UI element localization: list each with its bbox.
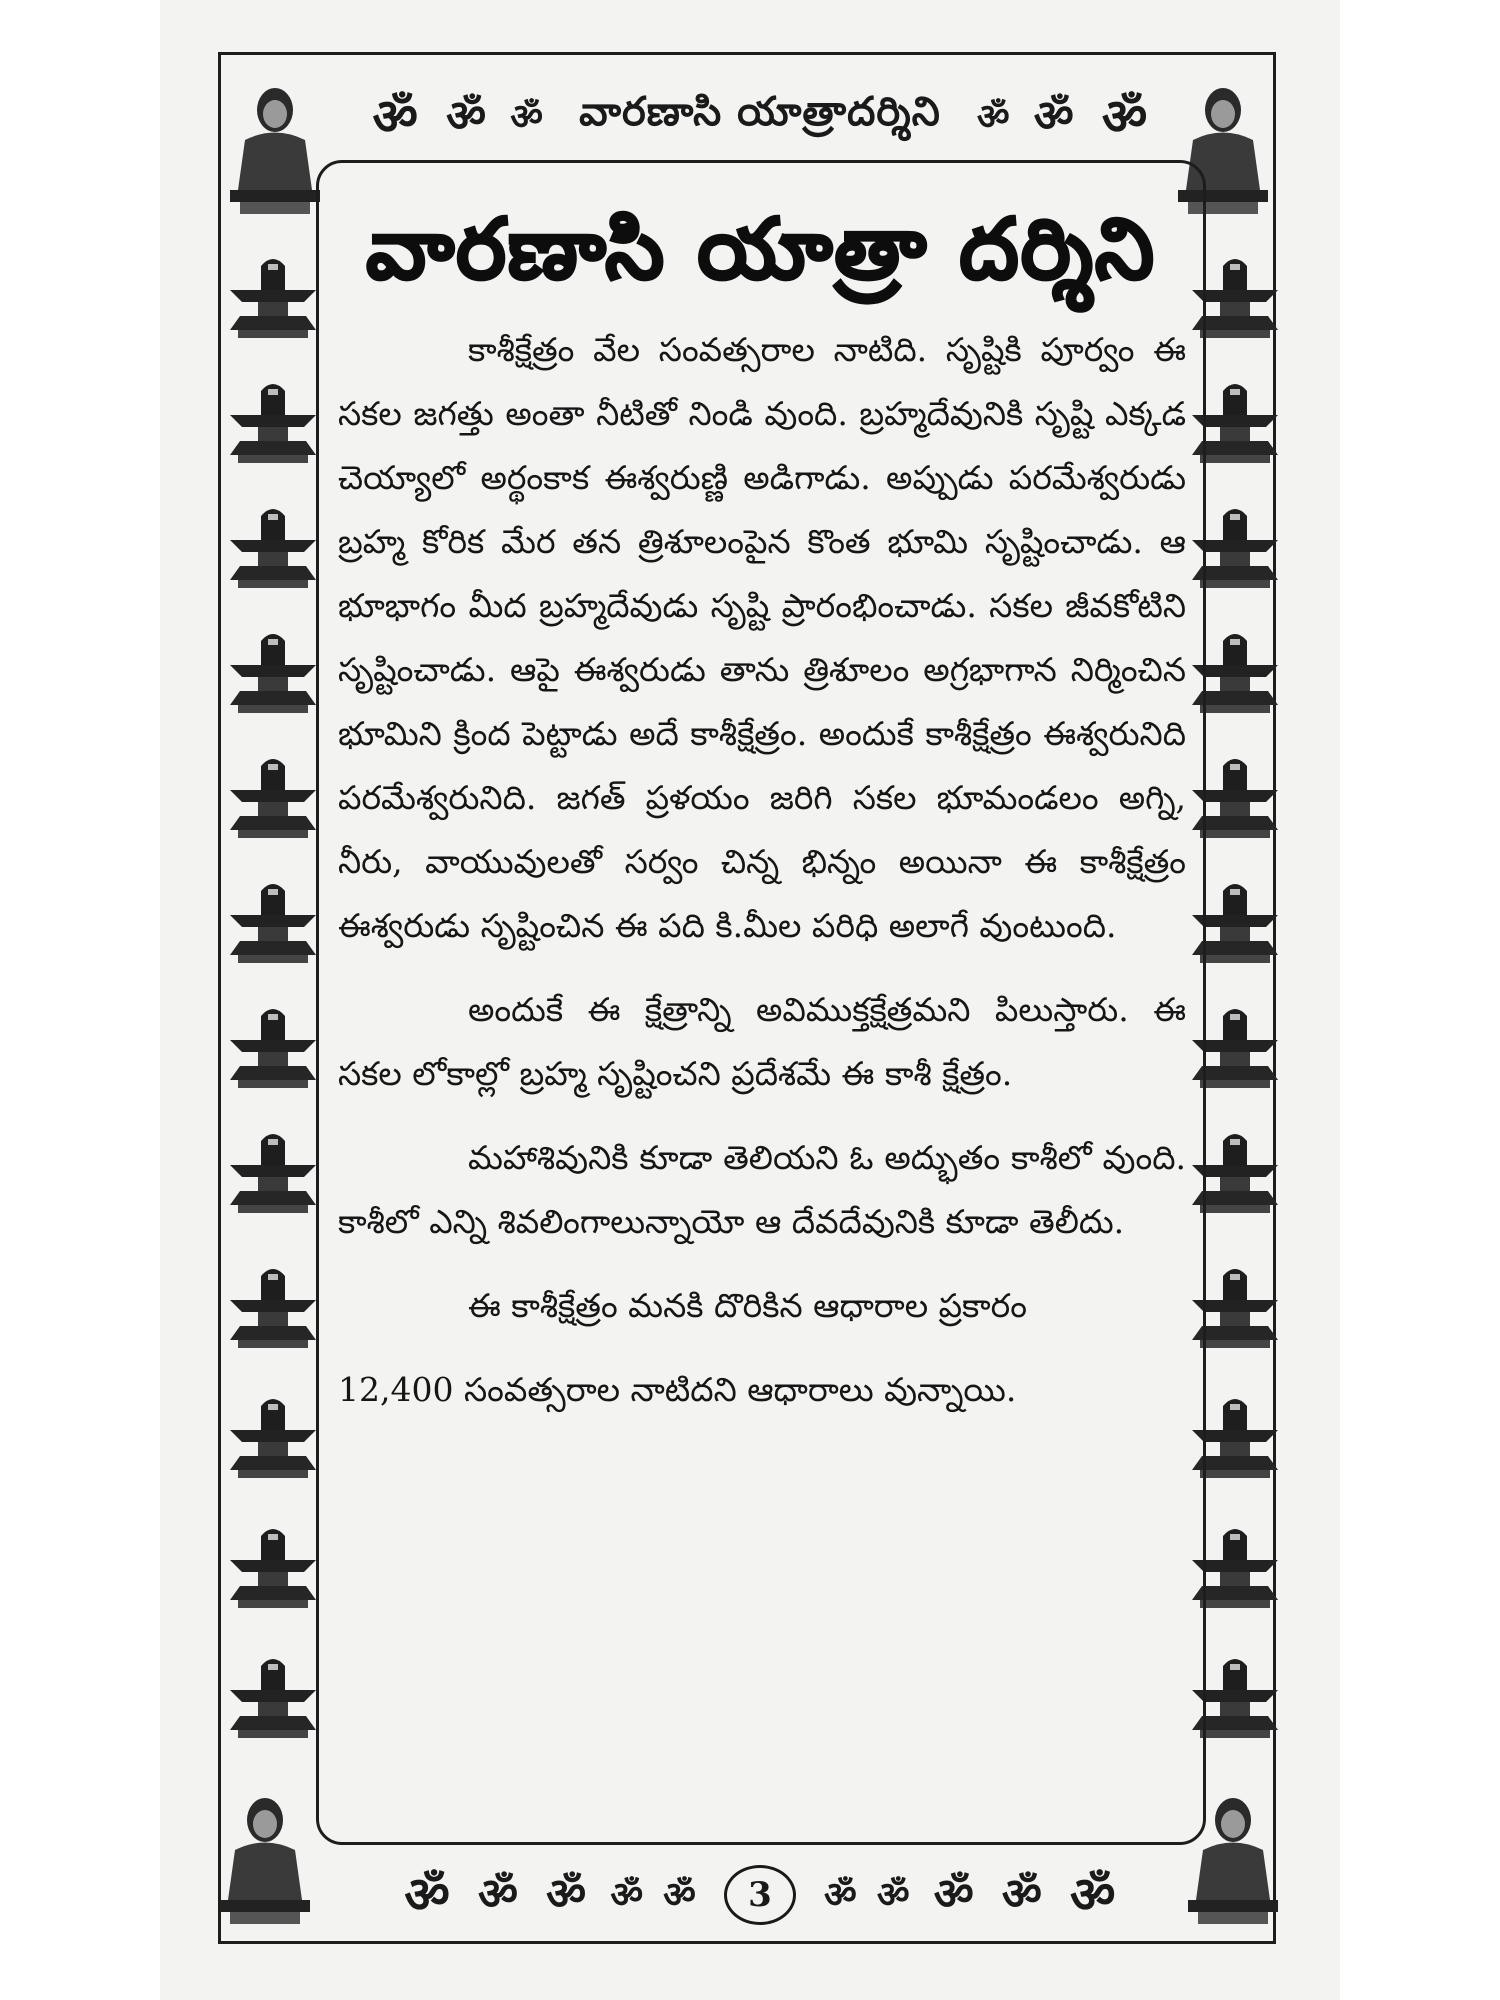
paragraph: కాశీక్షేత్రం వేల సంవత్సరాల నాటిది. సృష్టికి పూర్వం ఈ సకల జగత్తు అంతా నీటితో నిండి వుంది. బ్రహ్మదేవునికి సృష్టి ఎక్కడ చెయ్యాలో అర్థంకాక ఈశ్వరుణ్ణి అడిగాడు. అప్పుడు పరమేశ్వరుడు బ్రహ్మ కోరిక మేర తన త్రిశూలంపైన కొంత భూమి సృష్టించాడు. ఆ భూభాగం మీద బ్రహ్మదేవుడు సృష్టి ప్రారంభించాడు. సకల జీవకోటిని సృష్టించాడు. ఆపై ఈశ్వరుడు తాను త్రిశూలం అగ్రభాగాన నిర్మించిన భూమిని క్రింద పెట్టాడు అదే కాశీక్షేత్రం. అందుకే కాశీక్షేత్రం ఈశ్వరునిది పరమేశ్వరునిది. జగత్ ప్రళయం జరిగి సకల భూమండలం అగ్ని, నీరు, వాయువులతో సర్వం చిన్న భిన్నం అయినా ఈ కాశీక్షేత్రం ఈశ్వరుడు సృష్టించిన ఈ పది కి.మీల పరిధి అలాగే వుంటుంది.: [338, 330, 1186, 945]
om-symbol: ॐ: [610, 1874, 644, 1916]
shiva-lingam-icon: [228, 250, 318, 342]
footer-strip: [320, 1850, 1200, 1940]
paragraph-last-line: 12,400 సంవత్సరాల నాటిదని ఆధారాలు వున్నాయి.: [338, 1370, 1017, 1409]
shiva-lingam-icon: [228, 375, 318, 467]
header-strip: [330, 74, 1190, 160]
om-symbol: ॐ: [1033, 91, 1074, 142]
shiva-lingam-icon: [228, 625, 318, 717]
om-symbol: ॐ: [372, 87, 419, 146]
shiva-lingam-icon: [228, 1260, 318, 1352]
shiva-lingam-icon: [228, 750, 318, 842]
om-symbol: ॐ: [404, 1865, 451, 1924]
body-text: [338, 318, 1186, 1422]
om-symbol: ॐ: [510, 96, 544, 138]
goddess-image: [210, 1790, 320, 1930]
om-symbol: ॐ: [933, 1869, 974, 1920]
page-number: 3: [724, 1865, 796, 1925]
shiva-lingam-icon: [228, 1650, 318, 1742]
om-symbol: ॐ: [478, 1869, 519, 1920]
paragraph: మహాశివునికి కూడా తెలియని ఓ అద్భుతం కాశీలో వుంది. కాశీలో ఎన్ని శివలింగాలున్నాయో ఆ దేవదేవునికి కూడా తెలీదు.: [338, 1138, 1186, 1241]
shiva-lingam-icon: [228, 500, 318, 592]
om-symbol: ॐ: [1069, 1865, 1116, 1924]
shiva-lingam-icon: [228, 875, 318, 967]
om-symbol: ॐ: [1101, 87, 1148, 146]
om-symbol: ॐ: [876, 1874, 910, 1916]
goddess-image: [220, 80, 330, 220]
om-symbol: ॐ: [663, 1874, 696, 1916]
header-title: వారణాసి యాత్రాదర్శిని: [579, 89, 941, 135]
shiva-lingam-icon: [228, 1000, 318, 1092]
shiva-lingam-icon: [228, 1520, 318, 1612]
paragraph: అందుకే ఈ క్షేత్రాన్ని అవిముక్తక్షేత్రమని పిలుస్తారు. ఈ సకల లోకాల్లో బ్రహ్మ సృష్టించని ప్రదేశమే ఈ కాశీ క్షేత్రం.: [338, 990, 1186, 1093]
page-title: వారణాసి యాత్రా దర్శిని: [366, 200, 1156, 298]
om-symbol: ॐ: [1001, 1869, 1042, 1920]
om-symbol: ॐ: [976, 96, 1010, 138]
om-symbol: ॐ: [446, 91, 487, 142]
om-symbol: ॐ: [824, 1874, 857, 1916]
om-symbol: ॐ: [546, 1869, 587, 1920]
shiva-lingam-icon: [228, 1390, 318, 1482]
shiva-lingam-icon: [228, 1125, 318, 1217]
paragraph: ఈ కాశీక్షేత్రం మనకి దొరికిన ఆధారాల ప్రకారం: [468, 1286, 1027, 1325]
